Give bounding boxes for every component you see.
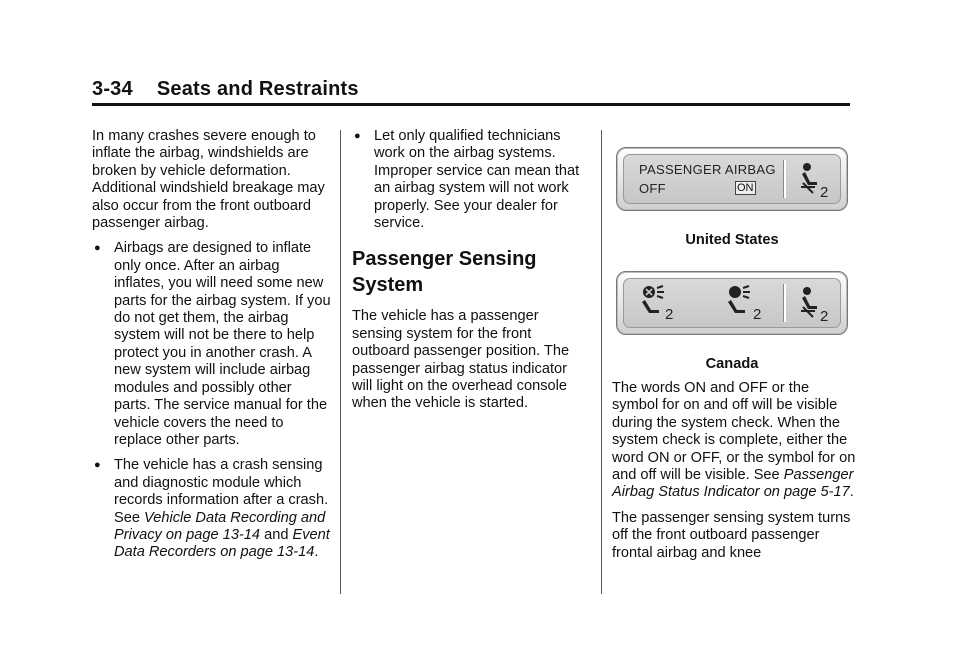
column-divider-1 <box>340 130 341 594</box>
cross-reference-link[interactable]: Vehicle Data Recording and Privacy on page 13-14 <box>114 509 326 543</box>
bullet-dot: ● <box>354 130 361 142</box>
cross-reference-link[interactable]: Event Data Recorders on page 13-14 <box>114 526 330 561</box>
seat-number: 2 <box>665 306 674 323</box>
canada-status-indicator-panel <box>616 271 848 335</box>
us-status-indicator-panel <box>616 147 848 211</box>
column-divider-2 <box>601 130 602 594</box>
page-title: Seats and Restraints <box>156 78 359 100</box>
column-2 <box>352 128 590 421</box>
seat-number: 2 <box>820 184 829 201</box>
status-paragraph-end: . <box>849 484 854 501</box>
bullet-item <box>92 457 332 561</box>
cross-reference-link[interactable]: Passenger Airbag Status Indicator on page 5-17 <box>612 467 854 501</box>
sensing-paragraph: The passenger sensing system turns off the front outboard passenger frontal airbag and knee <box>612 509 851 561</box>
panel-separator <box>783 160 786 198</box>
caption-canada: Canada <box>705 356 759 372</box>
status-paragraph <box>612 380 856 502</box>
bullet-text: and <box>260 526 293 543</box>
bullet-dot: ● <box>94 459 101 472</box>
panel-label: PASSENGER AIRBAG <box>639 162 776 177</box>
bullet-item <box>92 240 332 449</box>
column-3-text <box>612 380 856 570</box>
section-paragraph: The vehicle has a passenger sensing system for the front outboard passenger position. The passenger airbag status indicator will light on the overhead console when the vehicle is started. <box>352 308 570 412</box>
section-heading: Passenger Sensing System <box>352 248 537 297</box>
column-1 <box>92 128 332 570</box>
caption-united-states: United States <box>685 232 779 248</box>
page-number: 3-34 <box>92 78 133 100</box>
status-paragraph-text: The words ON and OFF or the symbol for on and off will be visible during the system check. When the system check is complete, either the word ON or OFF, or the symbol for on and off will be visible. See <box>612 380 856 484</box>
bullet-text: Airbags are designed to inflate only once. After an airbag inflates, you will need some new parts for the airbag system. If you do not get them, the airbag system will not be there to help protect you in another crash. A new system will include airbag modules and possibly other parts. The service manual for the vehicle covers the need to replace other parts. <box>114 240 331 448</box>
bullet-text: Let only qualified technicians work on the airbag systems. Improper service can mean that an airbag system will not work properly. See your dealer for service. <box>374 128 580 232</box>
panel-separator <box>783 284 786 322</box>
bullet-text: The vehicle has a crash sensing and diagnostic module which records information after a crash. See <box>114 457 329 526</box>
panel-on-label: ON <box>737 182 754 194</box>
header-rule <box>92 103 850 106</box>
bullet-item <box>352 128 590 232</box>
seat-number: 2 <box>753 306 762 323</box>
page-header <box>92 78 359 101</box>
panel-off-label: OFF <box>639 181 666 196</box>
seat-number: 2 <box>820 308 829 325</box>
intro-paragraph: In many crashes severe enough to inflate the airbag, windshields are broken by vehicle deformation. Additional windshield breakage may also occur from the front outboard passenger airbag. <box>92 128 325 232</box>
bullet-text: . <box>314 544 319 561</box>
bullet-dot: ● <box>94 242 101 255</box>
